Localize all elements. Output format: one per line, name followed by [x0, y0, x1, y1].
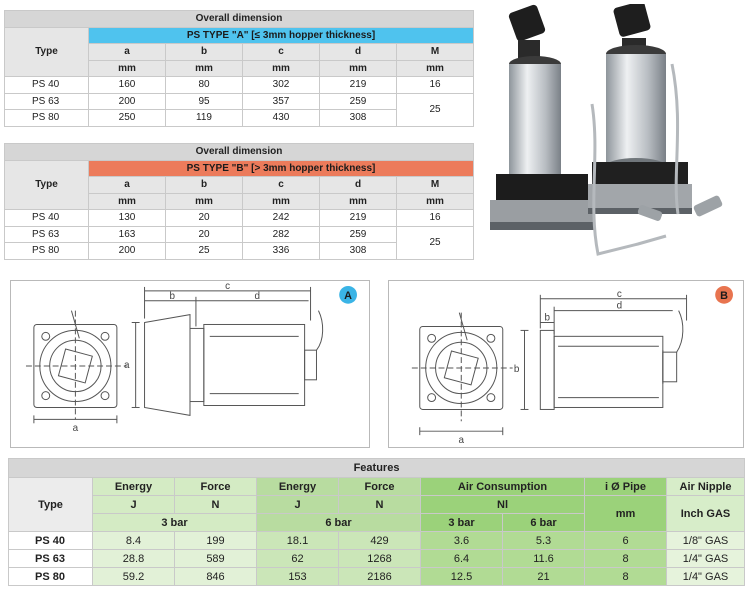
unit-j-6: J: [257, 496, 339, 514]
cell-b: 20: [166, 210, 243, 227]
unit-a: mm: [89, 193, 166, 210]
col-a: a: [89, 177, 166, 194]
cell-energy-6: 153: [257, 568, 339, 586]
cell-nipple: 1/8" GAS: [667, 532, 745, 550]
cell-pipe: 6: [585, 532, 667, 550]
pressure-6-bar: 6 bar: [257, 514, 421, 532]
cell-a: 160: [89, 77, 166, 94]
dim-b-side-label: b: [513, 363, 520, 375]
cell-b: 25: [166, 243, 243, 260]
col-c: c: [243, 44, 320, 61]
cell-c: 242: [243, 210, 320, 227]
table-row: [5, 226, 474, 243]
header-air-nipple: Air Nipple: [667, 478, 745, 496]
cell-force-3: 846: [175, 568, 257, 586]
cell-c: 302: [243, 77, 320, 94]
unit-c: mm: [243, 193, 320, 210]
unit-j-3: J: [93, 496, 175, 514]
cell-force-6: 2186: [339, 568, 421, 586]
dim-d-label: d: [254, 290, 260, 302]
unit-mm: mm: [585, 496, 667, 532]
col-c: c: [243, 177, 320, 194]
unit-b: mm: [166, 60, 243, 77]
table-a-type-header: Type: [5, 27, 89, 77]
unit-a: mm: [89, 60, 166, 77]
cell-a: 250: [89, 110, 166, 127]
unit-n-6: N: [339, 496, 421, 514]
col-d: d: [320, 44, 397, 61]
features-type-header: Type: [9, 478, 93, 532]
table-b-title: Overall dimension: [5, 144, 474, 161]
cell-c: 430: [243, 110, 320, 127]
dimension-table-type-a: [4, 10, 474, 127]
table-row: [9, 532, 745, 550]
header-energy-6: Energy: [257, 478, 339, 496]
air-3-bar: 3 bar: [421, 514, 503, 532]
features-title: Features: [9, 459, 745, 478]
dim-a-side-label: a: [124, 359, 130, 371]
col-b: b: [166, 44, 243, 61]
row-type: PS 63: [9, 550, 93, 568]
table-row: [5, 210, 474, 227]
table-a-variant-header: PS TYPE "A" [≤ 3mm hopper thickness]: [89, 27, 474, 44]
cell-d: 259: [320, 226, 397, 243]
table-b-type-header: Type: [5, 160, 89, 210]
badge-a-label: A: [344, 289, 353, 302]
cell-a: 200: [89, 93, 166, 110]
cell-m-merged: 25: [397, 226, 474, 259]
unit-m: mm: [397, 193, 474, 210]
dim-c-label: c: [225, 281, 231, 292]
header-energy-3: Energy: [93, 478, 175, 496]
cell-energy-3: 28.8: [93, 550, 175, 568]
features-table: [8, 458, 745, 586]
unit-d: mm: [320, 193, 397, 210]
table-row: [5, 77, 474, 94]
dim-a-front-label: a: [458, 435, 465, 447]
table-a-title: Overall dimension: [5, 11, 474, 28]
cell-nipple: 1/4" GAS: [667, 568, 745, 586]
cell-nipple: 1/4" GAS: [667, 550, 745, 568]
row-type: PS 40: [5, 210, 89, 227]
col-b: b: [166, 177, 243, 194]
cell-b: 119: [166, 110, 243, 127]
header-force-3: Force: [175, 478, 257, 496]
header-force-6: Force: [339, 478, 421, 496]
col-d: d: [320, 177, 397, 194]
cell-pipe: 8: [585, 550, 667, 568]
unit-inch-gas: Inch GAS: [667, 496, 745, 532]
row-type: PS 40: [9, 532, 93, 550]
cell-energy-3: 59.2: [93, 568, 175, 586]
cell-air-3: 6.4: [421, 550, 503, 568]
cell-a: 163: [89, 226, 166, 243]
unit-d: mm: [320, 60, 397, 77]
cell-b: 80: [166, 77, 243, 94]
pressure-3-bar: 3 bar: [93, 514, 257, 532]
cell-d: 308: [320, 110, 397, 127]
badge-b-label: B: [720, 289, 729, 302]
row-type: PS 80: [9, 568, 93, 586]
dim-b-label: b: [169, 290, 175, 302]
cell-force-6: 1268: [339, 550, 421, 568]
row-type: PS 40: [5, 77, 89, 94]
cell-force-6: 429: [339, 532, 421, 550]
cell-air-6: 21: [503, 568, 585, 586]
col-a: a: [89, 44, 166, 61]
cell-d: 219: [320, 210, 397, 227]
row-type: PS 63: [5, 93, 89, 110]
table-b-variant-header: PS TYPE "B" [> 3mm hopper thickness]: [89, 160, 474, 177]
dim-c-label: c: [616, 288, 622, 300]
header-air-consumption: Air Consumption: [421, 478, 585, 496]
cell-air-3: 12.5: [421, 568, 503, 586]
air-6-bar: 6 bar: [503, 514, 585, 532]
technical-drawing-a: [10, 280, 370, 448]
row-type: PS 80: [5, 243, 89, 260]
table-row: [9, 550, 745, 568]
row-type: PS 80: [5, 110, 89, 127]
unit-m: mm: [397, 60, 474, 77]
cell-c: 357: [243, 93, 320, 110]
cell-d: 259: [320, 93, 397, 110]
cell-air-3: 3.6: [421, 532, 503, 550]
col-m: M: [397, 177, 474, 194]
header-pipe: i Ø Pipe: [585, 478, 667, 496]
dim-b-top-label: b: [544, 312, 550, 324]
table-row: [9, 568, 745, 586]
dimension-table-type-b: [4, 143, 474, 260]
cell-force-3: 199: [175, 532, 257, 550]
cell-m: 16: [397, 77, 474, 94]
technical-drawing-b: [388, 280, 744, 448]
cell-energy-6: 18.1: [257, 532, 339, 550]
cell-c: 282: [243, 226, 320, 243]
product-photo: [488, 4, 746, 266]
cell-a: 130: [89, 210, 166, 227]
cell-m: 16: [397, 210, 474, 227]
col-m: M: [397, 44, 474, 61]
cell-energy-6: 62: [257, 550, 339, 568]
cell-d: 308: [320, 243, 397, 260]
cell-air-6: 11.6: [503, 550, 585, 568]
unit-c: mm: [243, 60, 320, 77]
cell-m-merged: 25: [397, 93, 474, 126]
dim-d-label: d: [616, 300, 623, 312]
cell-pipe: 8: [585, 568, 667, 586]
dim-a-front-label: a: [72, 423, 79, 435]
cell-energy-3: 8.4: [93, 532, 175, 550]
cell-b: 95: [166, 93, 243, 110]
cell-c: 336: [243, 243, 320, 260]
row-type: PS 63: [5, 226, 89, 243]
cell-b: 20: [166, 226, 243, 243]
cell-force-3: 589: [175, 550, 257, 568]
unit-n-3: N: [175, 496, 257, 514]
cell-a: 200: [89, 243, 166, 260]
cell-d: 219: [320, 77, 397, 94]
unit-nl: Nl: [421, 496, 585, 514]
table-row: [5, 93, 474, 110]
cell-air-6: 5.3: [503, 532, 585, 550]
unit-b: mm: [166, 193, 243, 210]
